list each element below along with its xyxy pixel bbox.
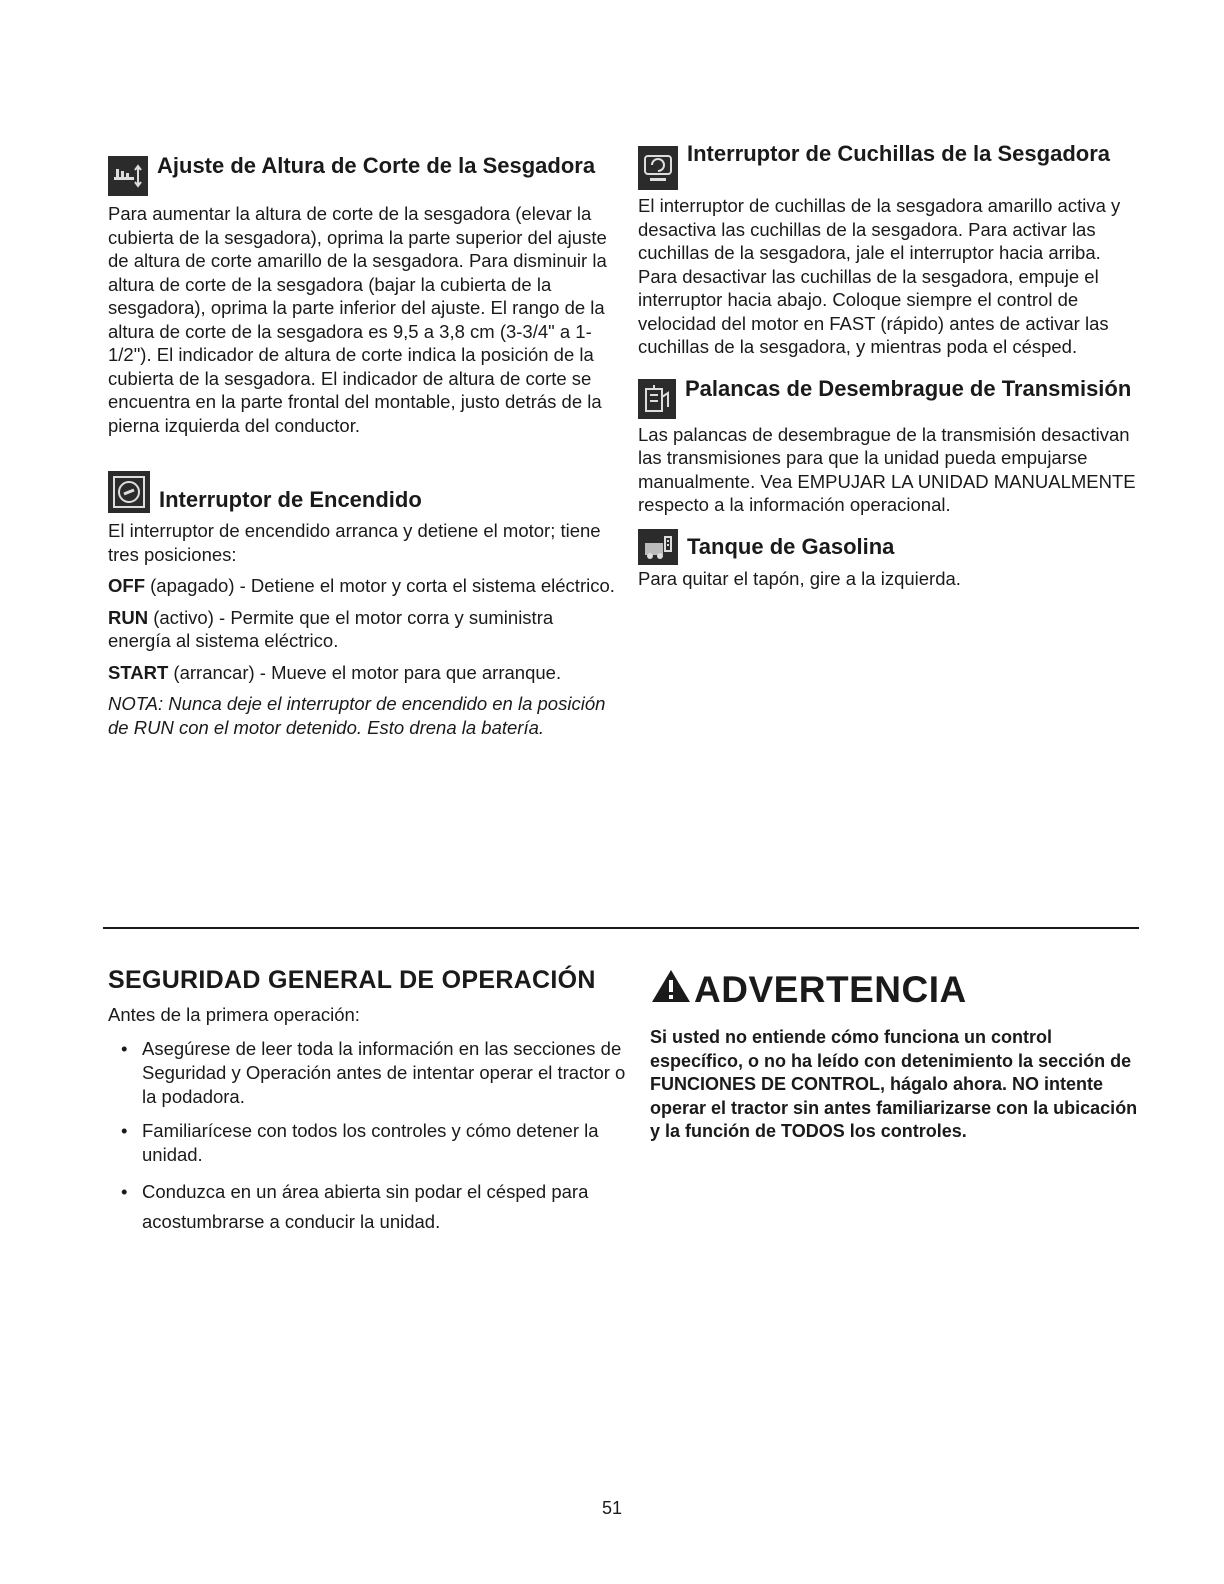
- warning-section: [650, 968, 1140, 1144]
- fuel-body: Para quitar el tapón, gire a la izquierda.: [638, 567, 961, 589]
- ignition-note: NOTA: Nunca deje el interruptor de encendido en la posición de RUN con el motor detenido. Esto drena la batería.: [108, 693, 606, 738]
- blade-switch-title: Interruptor de Cuchillas de la Sesgadora: [687, 141, 1110, 166]
- off-label: OFF: [108, 575, 145, 596]
- list-item-text: Familiarícese con todos los controles y cómo detener la unidad.: [142, 1119, 599, 1165]
- start-text: (arrancar) - Mueve el motor para que arranque.: [168, 661, 562, 683]
- fuel-tank-icon: [638, 529, 678, 565]
- blade-switch-header: [638, 140, 1138, 190]
- warning-title: ADVERTENCIA: [694, 969, 967, 1010]
- ignition-run-line: [108, 606, 618, 653]
- run-label: RUN: [108, 606, 149, 628]
- list-item: [108, 1119, 638, 1167]
- warning-triangle-icon: [650, 968, 692, 1012]
- ignition-header: [108, 467, 618, 513]
- transmission-section: [638, 375, 1138, 517]
- list-item-text: Conduzca en un área abierta sin podar el césped para acostumbrarse a conducir la unidad.: [142, 1180, 589, 1232]
- general-safety-section: [108, 965, 638, 1247]
- ignition-section: [108, 467, 618, 739]
- general-safety-intro: Antes de la primera operación:: [108, 1004, 360, 1025]
- right-column: [638, 140, 1138, 590]
- transmission-body: Las palancas de desembrague de la transmisión desactivan las transmisiones para que la unidad pueda empujarse manualmente. Vea EMPUJAR LA UNIDAD MANUALMENTE respecto a la información operacional.: [638, 423, 1136, 515]
- list-item: [108, 1177, 638, 1237]
- cut-height-title: Ajuste de Altura de Corte de la Sesgadora: [157, 153, 596, 178]
- fuel-title: Tanque de Gasolina: [687, 534, 895, 559]
- transmission-header: [638, 375, 1138, 419]
- fuel-header: [638, 529, 1138, 565]
- run-text: (activo) - Permite que el motor corra y suministra energía al sistema eléctrico.: [108, 606, 554, 651]
- warning-header: [650, 968, 1140, 1012]
- cut-height-body: Para aumentar la altura de corte de la sesgadora (elevar la cubierta de la sesgadora), oprima la parte superior del ajuste de altura de corte amarillo de la sesgadora. Para disminuir la altura de corte de la sesgadora (bajar la cubierta de la sesgadora), oprima la parte inferior del ajuste. El rango de la altura de corte de la sesgadora es 9,5 a 3,8 cm (3-3/4" a 1-1/2"). El indicador de altura de corte indica la posición de la cubierta de la sesgadora. El indicador de altura de corte se encuentra en la parte frontal del montable, justo detrás de la pierna izquierda del conductor.: [108, 203, 607, 436]
- bullet-glyph: •: [121, 1180, 128, 1202]
- ignition-off-line: [108, 574, 618, 598]
- off-text: (apagado) - Detiene el motor y corta el sistema eléctrico.: [145, 575, 615, 596]
- ignition-key-icon: [108, 471, 150, 513]
- ignition-title: Interruptor de Encendido: [159, 487, 422, 512]
- list-item: [108, 1037, 638, 1109]
- blade-switch-icon: [638, 146, 678, 190]
- fuel-section: [638, 529, 1138, 591]
- transmission-title: Palancas de Desembrague de Transmisión: [685, 375, 1132, 401]
- cut-height-header: [108, 152, 618, 196]
- ignition-intro: El interruptor de encendido arranca y detiene el motor; tiene tres posiciones:: [108, 520, 601, 565]
- ignition-start-line: [108, 661, 618, 685]
- section-divider: [103, 927, 1139, 929]
- cut-height-section: [108, 152, 618, 437]
- general-safety-list: [108, 1037, 638, 1237]
- blade-switch-section: [638, 140, 1138, 359]
- cut-height-icon: [108, 156, 148, 196]
- general-safety-title: SEGURIDAD GENERAL DE OPERACIÓN: [108, 966, 596, 994]
- left-column: [108, 152, 618, 739]
- page-number: 51: [601, 1498, 623, 1518]
- warning-body: Si usted no entiende cómo funciona un control específico, o no ha leído con detenimiento la sección de FUNCIONES DE CONTROL, hágalo ahora. NO intente operar el tractor sin antes familiarizarse con la ubicación y la función de TODOS los controles.: [650, 1027, 1138, 1141]
- start-label: START: [108, 661, 169, 683]
- list-item-text: Asegúrese de leer toda la información en las secciones de Seguridad y Operación antes de intentar operar el tractor o la podadora.: [142, 1037, 626, 1107]
- bullet-glyph: •: [121, 1037, 128, 1059]
- blade-switch-body: El interruptor de cuchillas de la sesgadora amarillo activa y desactiva las cuchillas de la sesgadora. Para activar las cuchillas de la sesgadora, jale el interruptor hacia arriba. Para desactivar las cuchillas de la sesgadora, empuje el interruptor hacia abajo. Coloque siempre el control de velocidad del motor en FAST (rápido) antes de activar las cuchillas de la sesgadora, y mientras poda el césped.: [638, 195, 1121, 357]
- bullet-glyph: •: [121, 1119, 128, 1141]
- transmission-lever-icon: [638, 379, 676, 419]
